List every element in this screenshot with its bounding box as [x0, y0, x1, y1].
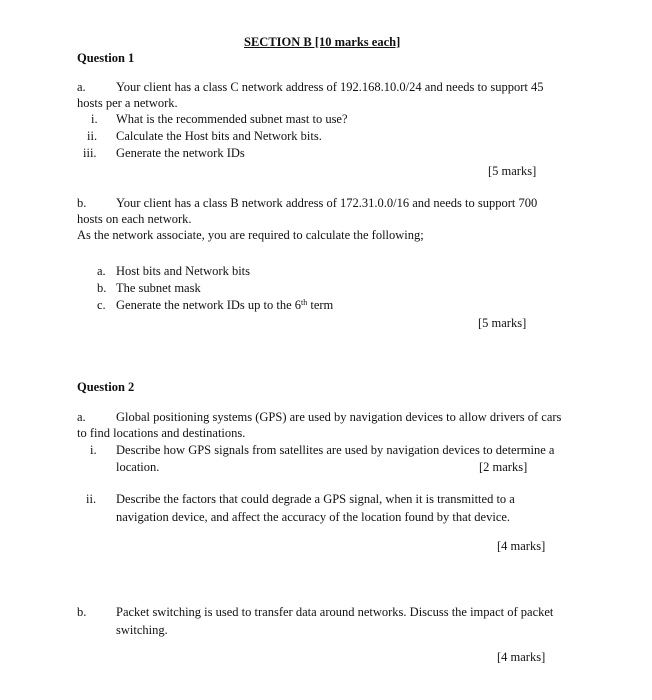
q1a-item-1-text: What is the recommended subnet mast to use? [116, 112, 348, 126]
q1b-letter: b. [77, 196, 87, 210]
q2b-letter: b. [77, 605, 87, 619]
q2a-text-line1: Global positioning systems (GPS) are used by navigation devices to allow drivers of cars [116, 410, 562, 424]
q1b-item-c-text: Generate the network IDs up to the 6th term [116, 298, 334, 312]
q1b-item-a-text: Host bits and Network bits [116, 264, 251, 278]
q1b-marks: [5 marks] [478, 316, 527, 330]
q2a-ii-text-line1: Describe the factors that could degrade a GPS signal, when it is transmitted to a [116, 492, 515, 506]
q1a-item-3-num: iii. [83, 146, 97, 160]
q1b-text-line3: As the network associate, you are required to calculate the following; [77, 228, 424, 242]
q1b-item-c-num: c. [97, 298, 106, 312]
q2b-marks: [4 marks] [497, 650, 546, 664]
q1a-item-1-num: i. [91, 112, 98, 126]
q1a-marks: [5 marks] [488, 164, 537, 178]
section-title: SECTION B [10 marks each] [244, 35, 401, 49]
question-2-heading: Question 2 [77, 380, 135, 394]
q2a-i-marks: [2 marks] [479, 460, 528, 474]
q2a-i-text-line1: Describe how GPS signals from satellites are used by navigation devices to determine a [116, 443, 555, 457]
q1b-item-b-text: The subnet mask [116, 281, 201, 295]
q2b-text-line2: switching. [116, 623, 168, 637]
q2a-i-text-line2: location. [116, 460, 160, 474]
q1a-item-2-num: ii. [87, 129, 98, 143]
q1b-text-line1: Your client has a class B network address of 172.31.0.0/16 and needs to support 700 [116, 196, 538, 210]
q2a-text-line2: to find locations and destinations. [77, 426, 246, 440]
q2a-ii-marks: [4 marks] [497, 539, 546, 553]
q2a-ii-text-line2: navigation device, and affect the accuracy of the location found by that device. [116, 510, 511, 524]
q2b-text-line1: Packet switching is used to transfer data around networks. Discuss the impact of packet [116, 605, 554, 619]
q1a-item-3-text: Generate the network IDs [116, 146, 245, 160]
q1a-text-line1: Your client has a class C network address of 192.168.10.0/24 and needs to support 45 [116, 80, 544, 94]
q1b-text-line2: hosts on each network. [77, 212, 192, 226]
q1a-text-line2: hosts per a network. [77, 96, 178, 110]
q1a-item-2-text: Calculate the Host bits and Network bits. [116, 129, 322, 143]
q2a-i-num: i. [90, 443, 97, 457]
q1b-item-a-num: a. [97, 264, 106, 278]
q2a-letter: a. [77, 410, 86, 424]
q2a-ii-num: ii. [86, 492, 97, 506]
question-1-heading: Question 1 [77, 51, 135, 65]
q1b-item-b-num: b. [97, 281, 107, 295]
q1a-letter: a. [77, 80, 86, 94]
